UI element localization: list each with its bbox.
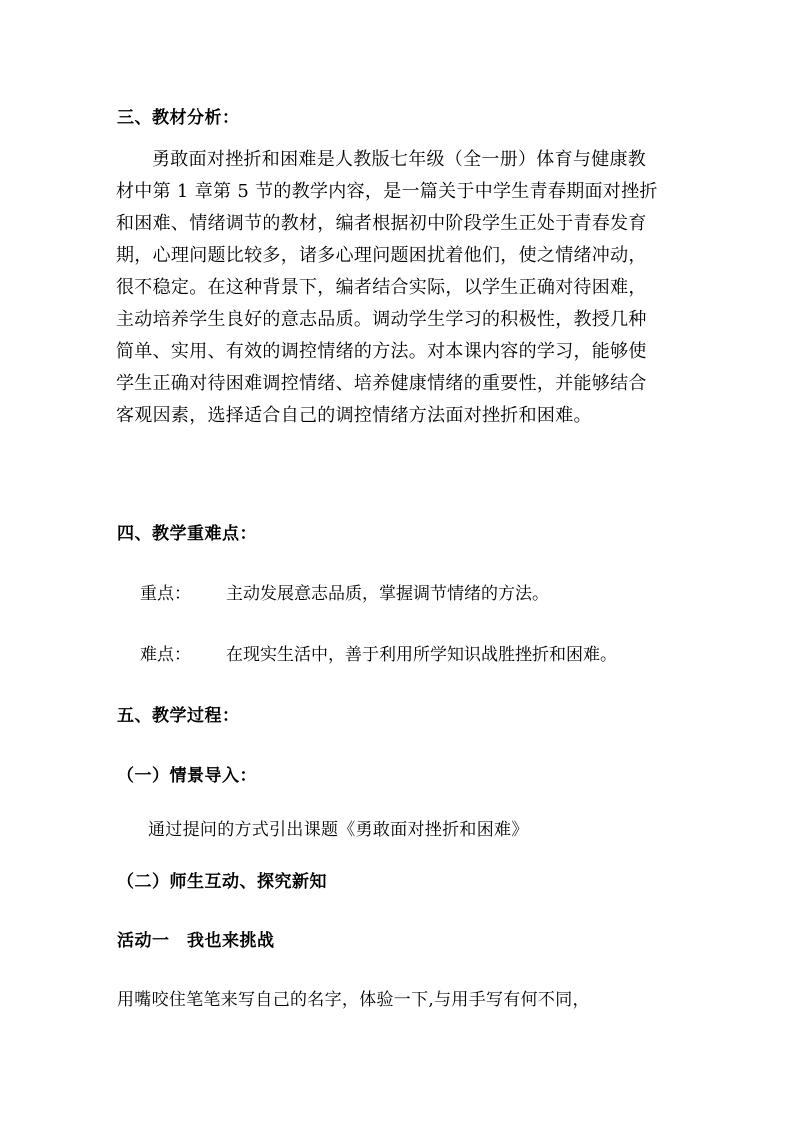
activity-text: 用嘴咬住笔笔来写自己的名字，体验一下,与用手写有何不同，: [117, 990, 590, 1010]
textbook-analysis-paragraph: [116, 144, 696, 432]
paragraph-line: 材中第 1 章第 5 节的教学内容，是一篇关于中学生青春期面对挫折: [116, 181, 658, 202]
paragraph-line: 勇敢面对挫折和困难是人教版七年级（全一册）体育与健康教: [152, 149, 647, 170]
paragraph-line: 简单、实用、有效的调控情绪的方法。对本课内容的学习，能够使: [116, 341, 647, 362]
difficult-point-row: [140, 643, 617, 667]
paragraph-line: 学生正确对待困难调控情绪、培养健康情绪的重要性，并能够结合: [116, 373, 647, 394]
difficult-point-label: 难点：: [140, 645, 191, 665]
key-point-label: 重点：: [140, 584, 191, 604]
paragraph-line: 很不稳定。在这种背景下，编者结合实际，以学生正确对待困难，: [116, 277, 647, 298]
paragraph-line: 主动培养学生良好的意志品质。调动学生学习的积极性，教授几种: [116, 309, 647, 330]
key-point-text: 主动发展意志品质，掌握调节情绪的方法。: [226, 584, 549, 604]
paragraph-line: 和困难、情绪调节的教材，编者根据初中阶段学生正处于青春发育: [116, 213, 647, 234]
scene-introduction-text: 通过提问的方式引出课题《勇敢面对挫折和困难》: [148, 820, 529, 840]
paragraph-line: 期，心理问题比较多，诸多心理问题困扰着他们，使之情绪冲动，: [116, 245, 647, 266]
section-heading-teaching-process: 五、教学过程：: [117, 706, 240, 726]
section-heading-textbook-analysis: 三、教材分析：: [117, 108, 240, 128]
subheading-scene-introduction: （一）情景导入：: [117, 766, 257, 786]
key-point-row: [140, 582, 549, 606]
section-heading-key-difficult-points: 四、教学重难点：: [117, 524, 257, 544]
difficult-point-text: 在现实生活中，善于利用所学知识战胜挫折和困难。: [226, 645, 617, 665]
activity-heading: 活动一 我也来挑战: [117, 931, 275, 951]
subheading-teacher-student-interaction: （二）师生互动、探究新知: [117, 872, 327, 892]
paragraph-line: 客观因素，选择适合自己的调控情绪方法面对挫折和困难。: [116, 405, 592, 426]
